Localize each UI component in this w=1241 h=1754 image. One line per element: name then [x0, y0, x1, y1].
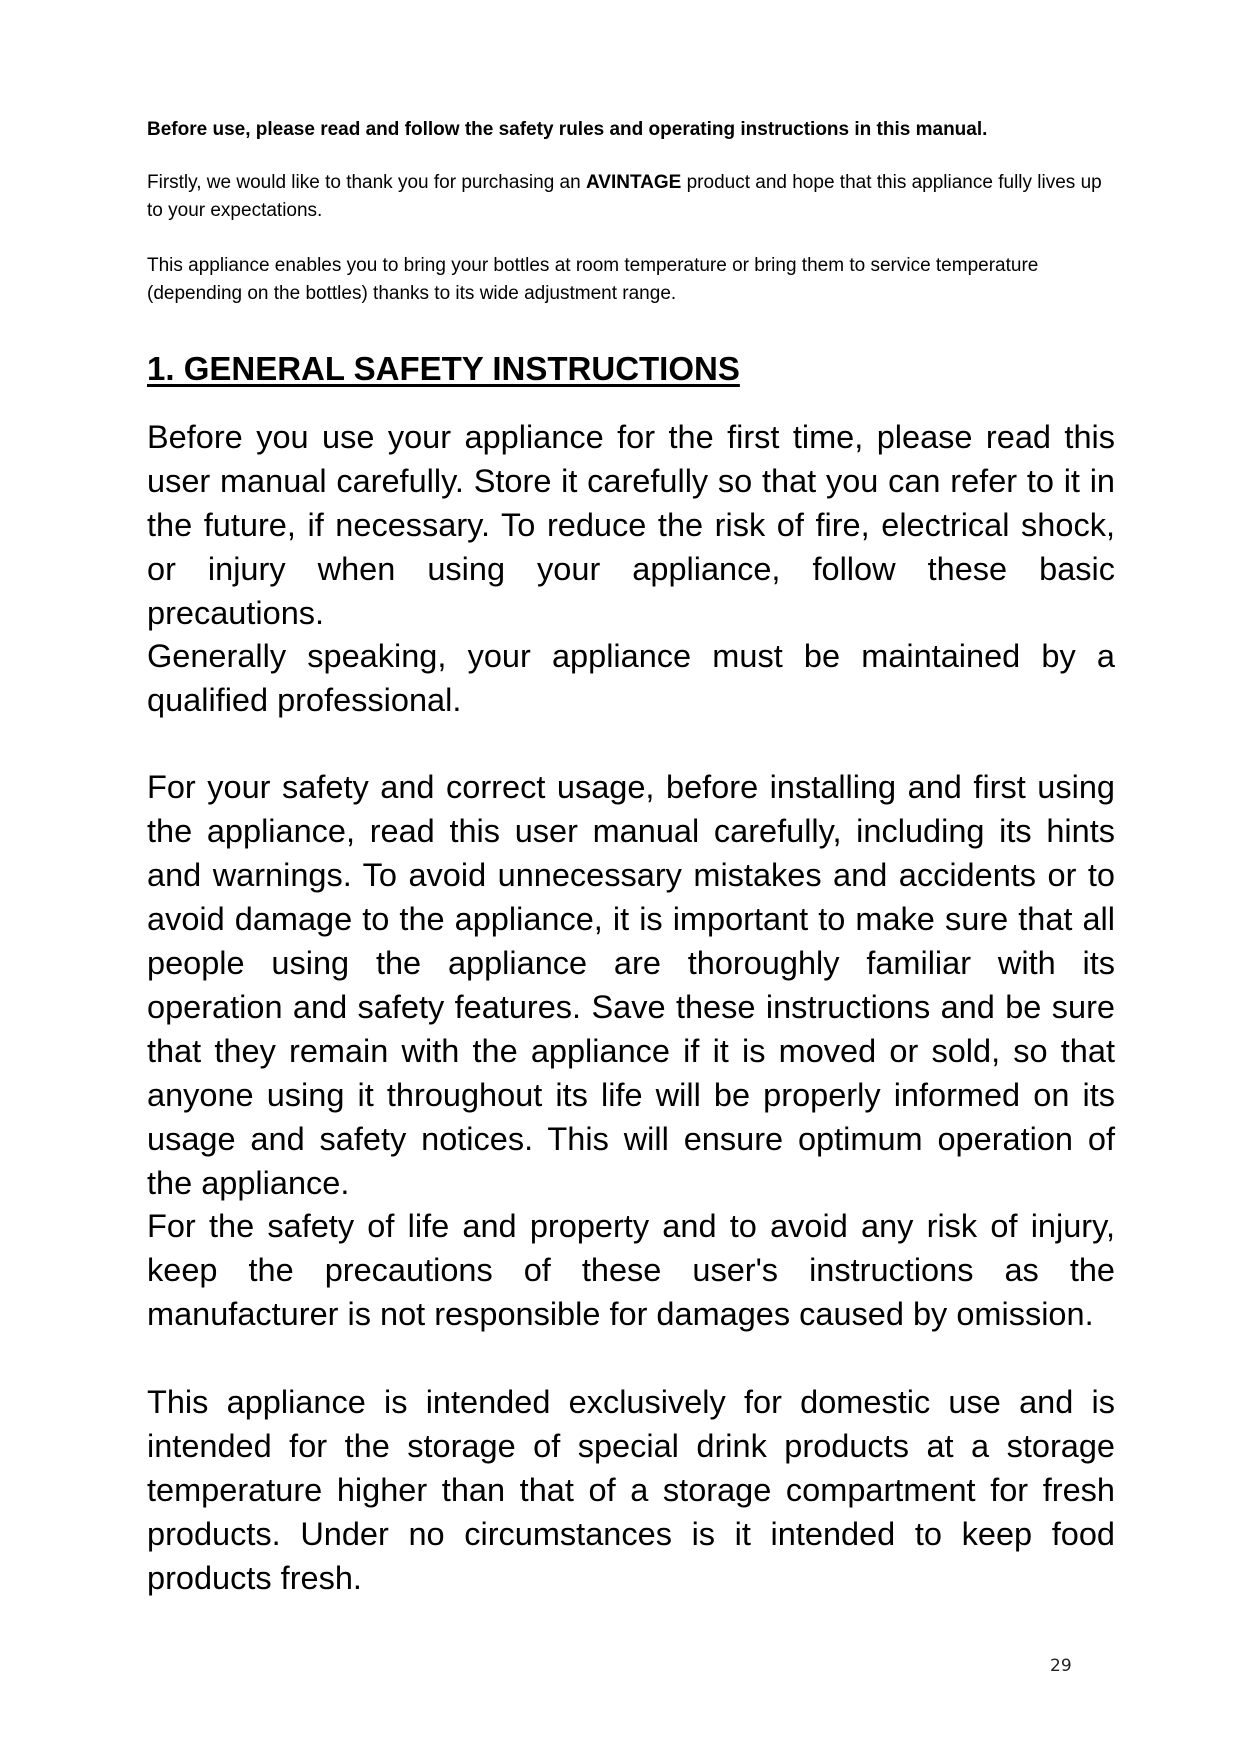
brand-name: AVINTAGE — [585, 172, 682, 193]
section-heading: 1. GENERAL SAFETY INSTRUCTIONS — [147, 350, 740, 387]
thanks-paragraph — [147, 169, 1115, 225]
safety-notice: Before use, please read and follow the safety rules and operating instructions in this manual. — [147, 119, 988, 140]
body-paragraph-2: Generally speaking, your appliance must be maintained by a qualified professional. — [147, 638, 1115, 718]
thanks-text-before: Firstly, we would like to thank you for purchasing an — [147, 172, 586, 193]
body-paragraph-4: For the safety of life and property and to avoid any risk of injury, keep the precautions of these user's instructions as the manufacturer is not responsible for damages caused by omission. — [147, 1208, 1115, 1332]
body-paragraph-1: Before you use your appliance for the first time, please read this user manual carefully. Store it carefully so that you can refer to it in the future, if necessary. To reduce the risk of fire, electrical shock, or injury when using your appliance, follow these basic precautions. — [147, 419, 1115, 631]
thanks-text-after: product and hope that this appliance fully lives up to your expectations. — [147, 172, 1102, 221]
body-paragraph-3: For your safety and correct usage, before installing and first using the appliance, read this user manual carefully, including its hints and warnings. To avoid unnecessary mistakes and accidents or to avoid damage to the appliance, it is important to make sure that all people using the appliance are thoroughly familiar with its operation and safety features. Save these instructions and be sure that they remain with the appliance if it is moved or sold, so that anyone using it throughout its life will be properly informed on its usage and safety notices. This will ensure optimum operation of the appliance. — [147, 769, 1115, 1201]
page-number: 29 — [1050, 1656, 1072, 1676]
purpose-paragraph: This appliance enables you to bring your bottles at room temperature or bring them to service temperature (depending on the bottles) thanks to its wide adjustment range. — [147, 255, 1039, 304]
manual-page — [147, 0, 1115, 1754]
body-paragraph-5: This appliance is intended exclusively for domestic use and is intended for the storage of special drink products at a storage temperature higher than that of a storage compartment for fresh products. Under no circumstances is it intended to keep food products fresh. — [147, 1384, 1115, 1596]
